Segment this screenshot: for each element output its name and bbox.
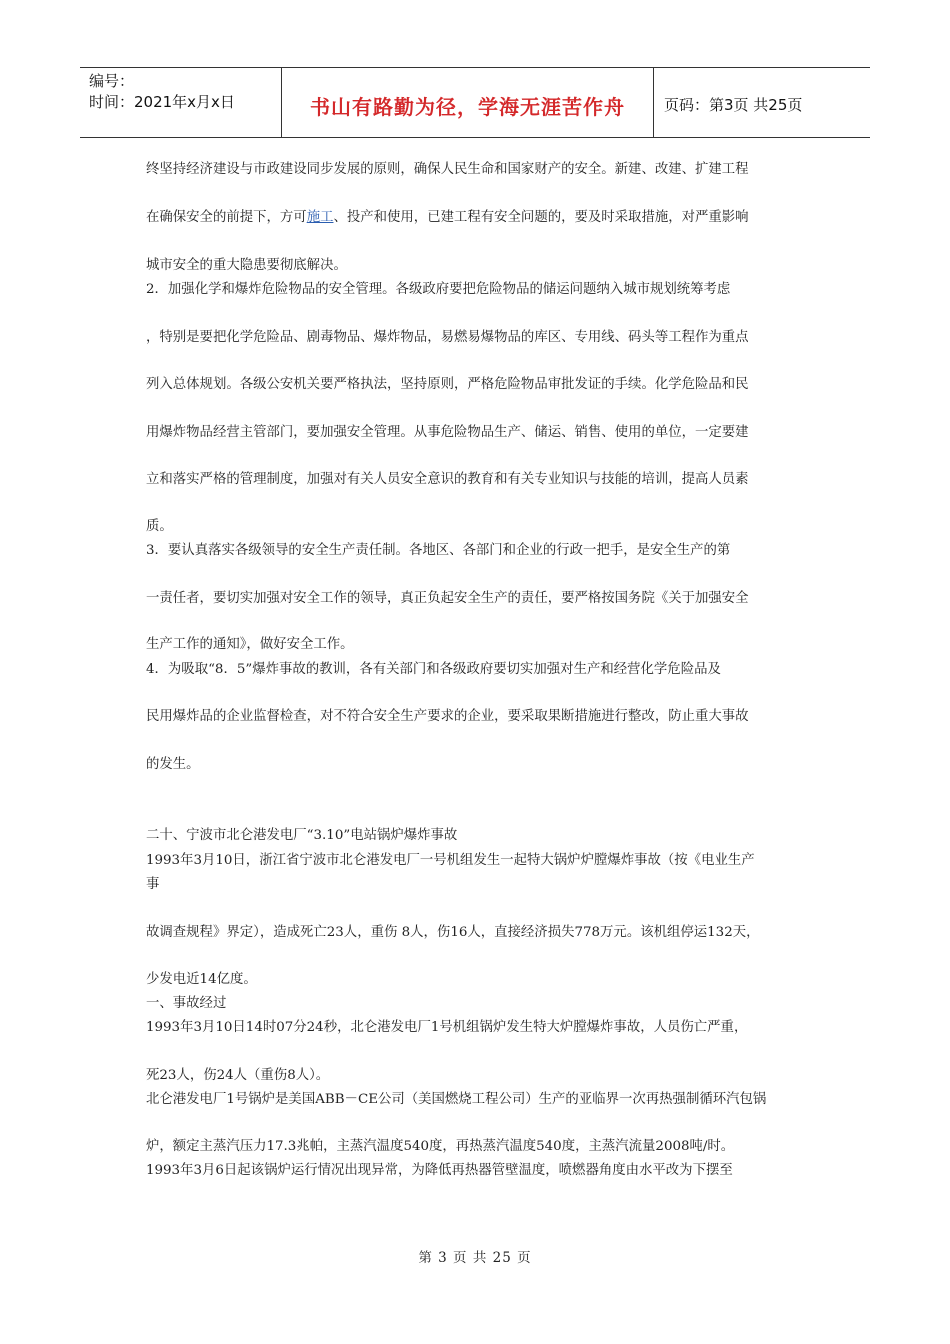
section-heading: 二十、宁波市北仑港发电厂“3.10”电站锅炉爆炸事故 [146, 828, 458, 843]
header-motto-cell [282, 68, 654, 137]
body-line: 事 [146, 877, 160, 892]
body-line: 1993年3月10日14时07分24秒，北仑港发电厂1号机组锅炉发生特大炉膛爆炸事故，人员伤亡严重， [146, 1020, 748, 1035]
body-line: 死23人，伤24人（重伤8人）。 [146, 1068, 330, 1083]
body-line: 4．为吸取“8．5”爆炸事故的教训，各有关部门和各级政府要切实加强对生产和经营化学危险品及 [146, 662, 721, 677]
header-meta [80, 68, 282, 137]
body-line: 城市安全的重大隐患要彻底解决。 [146, 258, 347, 273]
body-line: 立和落实严格的管理制度，加强对有关人员安全意识的教育和有关专业知识与技能的培训，提高人员素 [146, 472, 749, 487]
body-line: 生产工作的通知》，做好安全工作。 [146, 637, 354, 652]
document-number: 编号： [89, 72, 135, 90]
body-line: 的发生。 [146, 757, 200, 772]
body-line: 列入总体规划。各级公安机关要严格执法，坚持原则，严格危险物品审批发证的手续。化学危险品和民 [146, 377, 749, 392]
header-page-info: 页码：第3页 共25页 [664, 96, 803, 114]
body-line: 故调查规程》界定），造成死亡23人，重伤 8人，伤16人，直接经济损失778万元。该机组停运132天， [146, 925, 760, 940]
body-line: 炉，额定主蒸汽压力17.3兆帕，主蒸汽温度540度，再热蒸汽温度540度，主蒸汽流量2008吨/时。 [146, 1139, 735, 1154]
body-line: 北仑港发电厂1号锅炉是美国ABB－CE公司（美国燃烧工程公司）生产的亚临界一次再热强制循环汽包锅 [146, 1092, 767, 1107]
body-line: ，特别是要把化学危险品、剧毒物品、爆炸物品，易燃易爆物品的库区、专用线、码头等工程作为重点 [146, 330, 749, 345]
subsection-heading: 一、事故经过 [146, 996, 227, 1011]
construction-link[interactable]: 施工 [306, 210, 334, 225]
body-line: 用爆炸物品经营主管部门，要加强安全管理。从事危险物品生产、储运、销售、使用的单位，一定要建 [146, 425, 749, 440]
body-line: 1993年3月6日起该锅炉运行情况出现异常，为降低再热器管壁温度，喷燃器角度由水平改为下摆至 [146, 1163, 733, 1178]
header-motto: 书山有路勤为径，学海无涯苦作舟 [310, 95, 625, 119]
body-text: 在确保安全的前提下，方可 [146, 210, 307, 225]
body-line: 1993年3月10日，浙江省宁波市北仑港发电厂一号机组发生一起特大锅炉炉膛爆炸事故（按《电业生产 [146, 853, 755, 868]
body-line: 少发电近14亿度。 [146, 972, 257, 987]
page-header [80, 67, 870, 138]
document-date: 时间：2021年x月x日 [89, 93, 235, 111]
body-line: 民用爆炸品的企业监督检查，对不符合安全生产要求的企业，要采取果断措施进行整改，防止重大事故 [146, 709, 749, 724]
page-footer: 第 3 页 共 25 页 [418, 1250, 532, 1266]
body-line: 3．要认真落实各级领导的安全生产责任制。各地区、各部门和企业的行政一把手，是安全生产的第 [146, 543, 731, 558]
body-line: 一责任者，要切实加强对安全工作的领导，真正负起安全生产的责任，要严格按国务院《关于加强安全 [146, 591, 749, 606]
body-line: 2．加强化学和爆炸危险物品的安全管理。各级政府要把危险物品的储运问题纳入城市规划统筹考虑 [146, 282, 731, 297]
body-text: 、投产和使用，已建工程有安全问题的，要及时采取措施，对严重影响 [333, 210, 749, 225]
body-line: 终坚持经济建设与市政建设同步发展的原则，确保人民生命和国家财产的安全。新建、改建、扩建工程 [146, 162, 749, 177]
body-line: 质。 [146, 519, 173, 534]
body-line [146, 208, 749, 228]
